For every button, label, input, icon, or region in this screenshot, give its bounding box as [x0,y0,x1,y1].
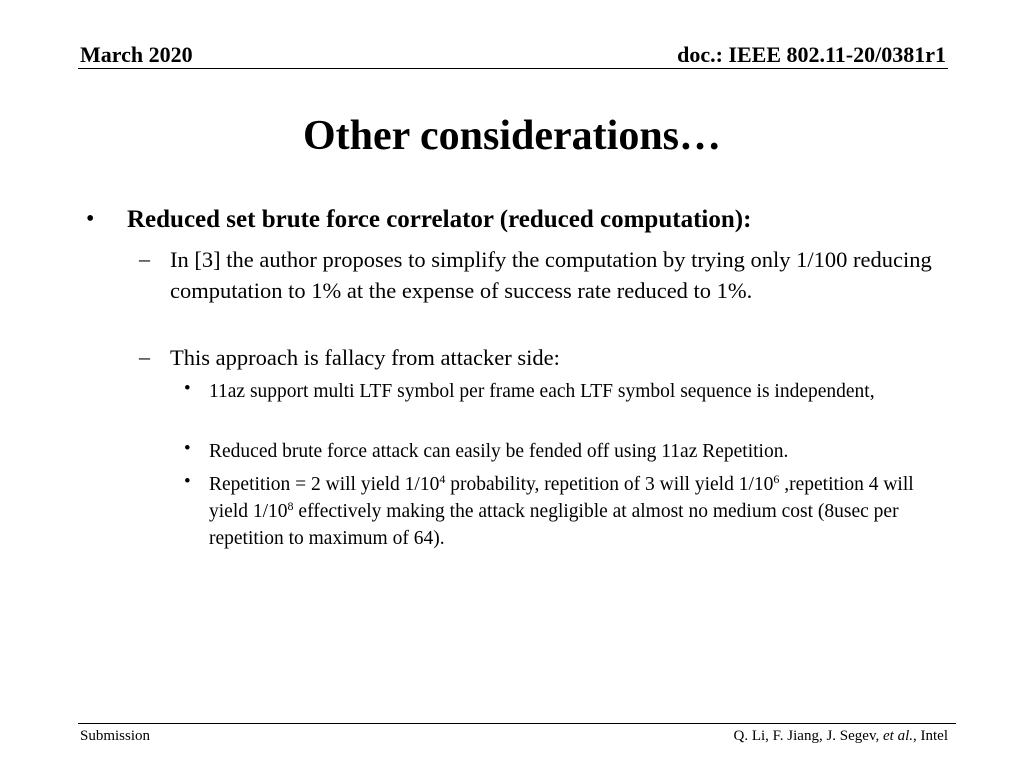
bullet-marker: • [86,206,95,232]
bullet-marker: • [184,438,191,459]
header-date: March 2020 [80,42,193,67]
bullet-reduced-set: Reduced set brute force correlator (reduced computation): [127,206,752,233]
footer-submission: Submission [80,728,151,744]
footer-authors-etal: et al. [883,728,913,744]
sub-bullet-fallacy: This approach is fallacy from attacker side: [170,345,560,370]
footer-authors-org: , Intel [913,728,948,744]
text-run: effectively making the attack negligible at almost no medium cost (8usec per repetition to maximum of 64). [209,501,899,549]
dash-marker: – [139,344,150,369]
text-run: Repetition = 2 will yield 1/10 [209,474,440,495]
slide-title: Other considerations… [302,113,722,159]
footer-authors [734,728,949,745]
bullet-marker: • [184,378,191,399]
text-run: ,repetition 4 will yield 1/10 [209,474,914,522]
footer-authors-names: Q. Li, F. Jiang, J. Segev, [733,728,883,744]
dash-marker: – [139,246,150,271]
item-multi-ltf: 11az support multi LTF symbol per frame each LTF symbol sequence is independent, [209,381,875,402]
item-repetition-defense: Reduced brute force attack can easily be fended off using 11az Repetition. [209,441,789,462]
footer-rule [78,723,956,724]
sub-bullet-author-proposal: In [3] the author proposes to simplify the computation by trying only 1/100 reducing computation to 1% at the expense of success rate reduced to 1%. [170,247,932,303]
text-run: probability, repetition of 3 will yield 1/10 [445,474,774,495]
superscript: 8 [287,499,294,513]
item-repetition-probability [209,471,934,552]
superscript: 6 [773,472,780,486]
header-doc-number: doc.: IEEE 802.11-20/0381r1 [677,42,946,67]
header-rule [78,68,948,69]
superscript: 4 [439,472,446,486]
bullet-marker: • [184,471,191,492]
